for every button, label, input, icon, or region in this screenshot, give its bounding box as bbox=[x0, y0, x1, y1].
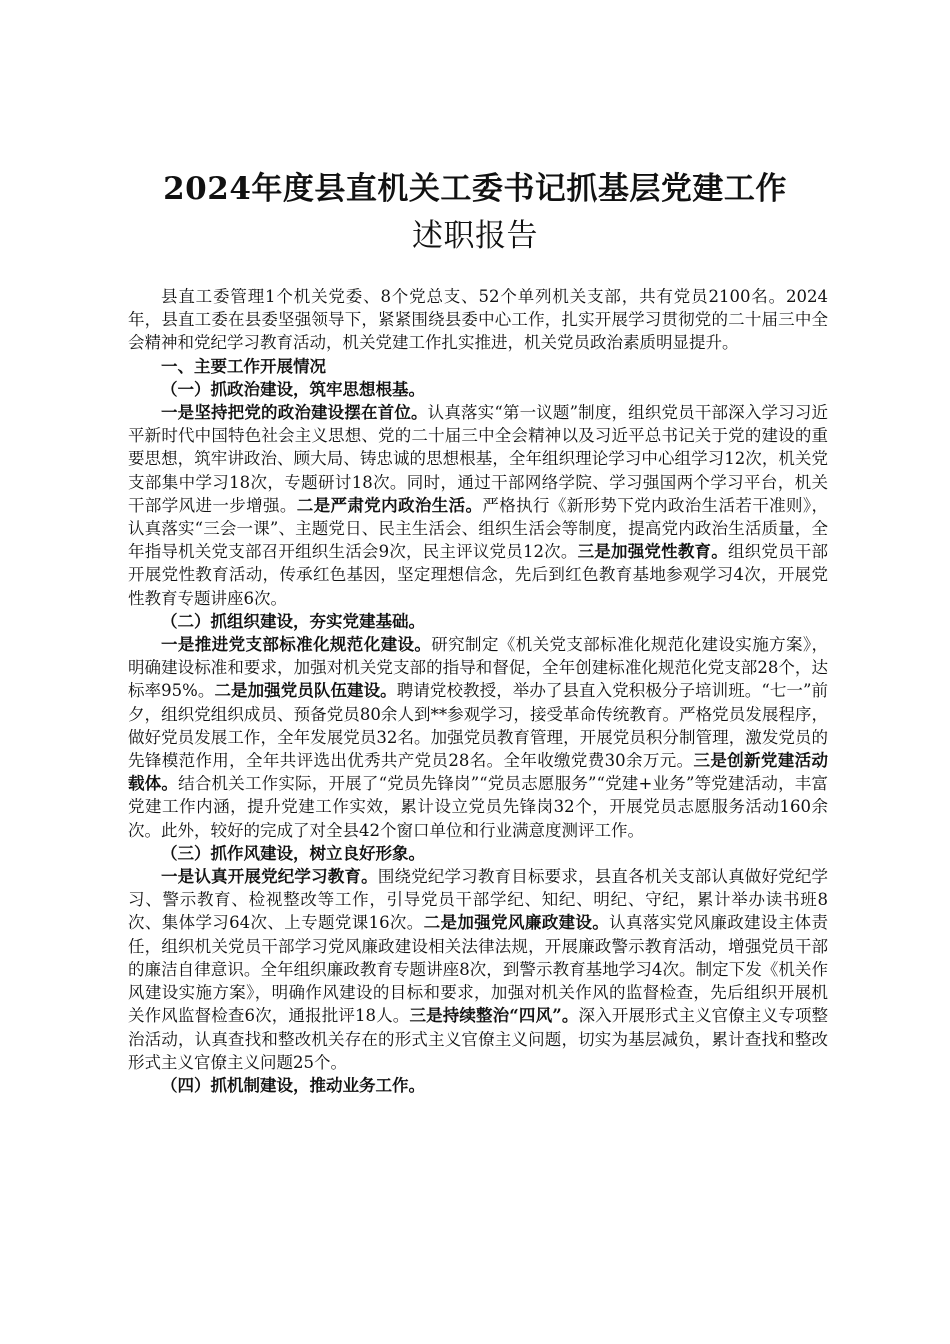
subsection-heading-4: （四）抓机制建设，推动业务工作。 bbox=[161, 1075, 425, 1095]
point-2-lead: 二是严肃党内政治生活。 bbox=[296, 495, 483, 515]
section-heading: 一、主要工作开展情况 bbox=[161, 356, 326, 376]
point-3-text: 组织党员干部开展党性教育活动，传承红色基因，坚定理想信念，先后到红色教育基地参观学习4次，开展党性教育专题讲座6次。 bbox=[128, 542, 829, 608]
point-2-lead: 二是加强党风廉政建设。 bbox=[423, 913, 610, 933]
subsection-3-paragraph bbox=[128, 865, 828, 1074]
point-2-text: 严格执行《新形势下党内政治生活若干准则》，认真落实“三会一课”、主题党日、民主生活会、组织生活会等制度，提高党内政治生活质量，全年指导机关党支部召开组织生活会9次，民主评议党员12次。 bbox=[128, 495, 829, 562]
subsection-1-paragraph bbox=[128, 401, 828, 610]
point-1-text: 围绕党纪学习教育目标要求，县直各机关支部认真做好党纪学习、警示教育、检视整改等工作，引导党员干部学纪、知纪、明纪、守纪，累计举办读书班8次、集体学习64次、上专题党课16次。 bbox=[128, 867, 829, 933]
subsection-heading-1: （一）抓政治建设，筑牢思想根基。 bbox=[161, 379, 425, 399]
subsection-heading-2: （二）抓组织建设，夯实党建基础。 bbox=[161, 611, 425, 631]
point-1-text: 研究制定《机关党支部标准化规范化建设实施方案》，明确建设标准和要求，加强对机关党支部的指导和督促，全年创建标准化规范化党支部28个，达标率95%。 bbox=[128, 635, 829, 701]
point-1-text: 认真落实“第一议题”制度，组织党员干部深入学习习近平新时代中国特色社会主义思想、党的二十届三中全会精神以及习近平总书记关于党的建设的重要思想，筑牢讲政治、顾大局、铸忠诚的思想根基，全年组织理论学习中心组学习12次，机关党支部集中学习18次，专题研讨18次。同时，通过干部网络学院、学习强国两个学习平台，机关干部学风进一步增强。 bbox=[128, 403, 829, 515]
point-1-lead: 一是推进党支部标准化规范化建设。 bbox=[161, 635, 432, 655]
point-3-text: 结合机关工作实际，开展了“党员先锋岗”“党员志愿服务”“党建+业务”等党建活动，丰富党建工作内涵，提升党建工作实效，累计设立党员先锋岗32个，开展党员志愿服务活动160余次。此外，较好的完成了对全县42个窗口单位和行业满意度测评工作。 bbox=[128, 774, 829, 840]
title-line-2: 述职报告 bbox=[412, 218, 538, 254]
intro-paragraph: 县直工委管理1个机关党委、8个党总支、52个单列机关支部，共有党员2100名。2024年，县直工委在县委坚强领导下，紧紧围绕县委中心工作，扎实开展学习贯彻党的二十届三中全会精神和党纪学习教育活动，机关党建工作扎实推进，机关党员政治素质明显提升。 bbox=[128, 287, 828, 353]
point-3-lead: 三是加强党性教育。 bbox=[577, 542, 728, 562]
subsection-heading-3: （三）抓作风建设，树立良好形象。 bbox=[161, 843, 425, 863]
subsection-2-paragraph bbox=[128, 633, 828, 842]
point-1-lead: 一是坚持把党的政治建设摆在首位。 bbox=[161, 403, 428, 423]
point-2-text: 聘请党校教授，举办了县直入党积极分子培训班。“七一”前夕，组织党组织成员、预备党员80余人到**参观学习，接受革命传统教育。严格党员发展程序，做好党员发展工作，全年发展党员32名。加强党员教育管理，开展党员积分制管理，激发党员的先锋模范作用，全年共评选出优秀共产党员28名。全年收缴党费30余万元。 bbox=[128, 681, 828, 771]
document-title bbox=[120, 166, 830, 260]
title-line-1: 2024年度县直机关工委书记抓基层党建工作 bbox=[163, 171, 787, 207]
point-2-lead: 二是加强党员队伍建设。 bbox=[214, 681, 397, 701]
point-2-text: 认真落实党风廉政建设主体责任，组织机关党员干部学习党风廉政建设相关法律法规，开展廉政警示教育活动，增强党员干部的廉洁自律意识。全年组织廉政教育专题讲座8次，到警示教育基地学习4次。制定下发《机关作风建设实施方案》，明确作风建设的目标和要求，加强对机关作风的监督检查，先后组织开展机关作风监督检查6次，通报批评18人。 bbox=[128, 913, 829, 1026]
document-body bbox=[128, 285, 828, 1097]
point-3-lead: 三是持续整治“四风”。 bbox=[409, 1006, 579, 1026]
point-3-text: 深入开展形式主义官僚主义专项整治活动，认真查找和整改机关存在的形式主义官僚主义问题，切实为基层减负，累计查找和整改形式主义官僚主义问题25个。 bbox=[128, 1006, 829, 1072]
point-3-lead: 三是创新党建活动载体。 bbox=[128, 751, 829, 794]
point-1-lead: 一是认真开展党纪学习教育。 bbox=[161, 867, 378, 887]
